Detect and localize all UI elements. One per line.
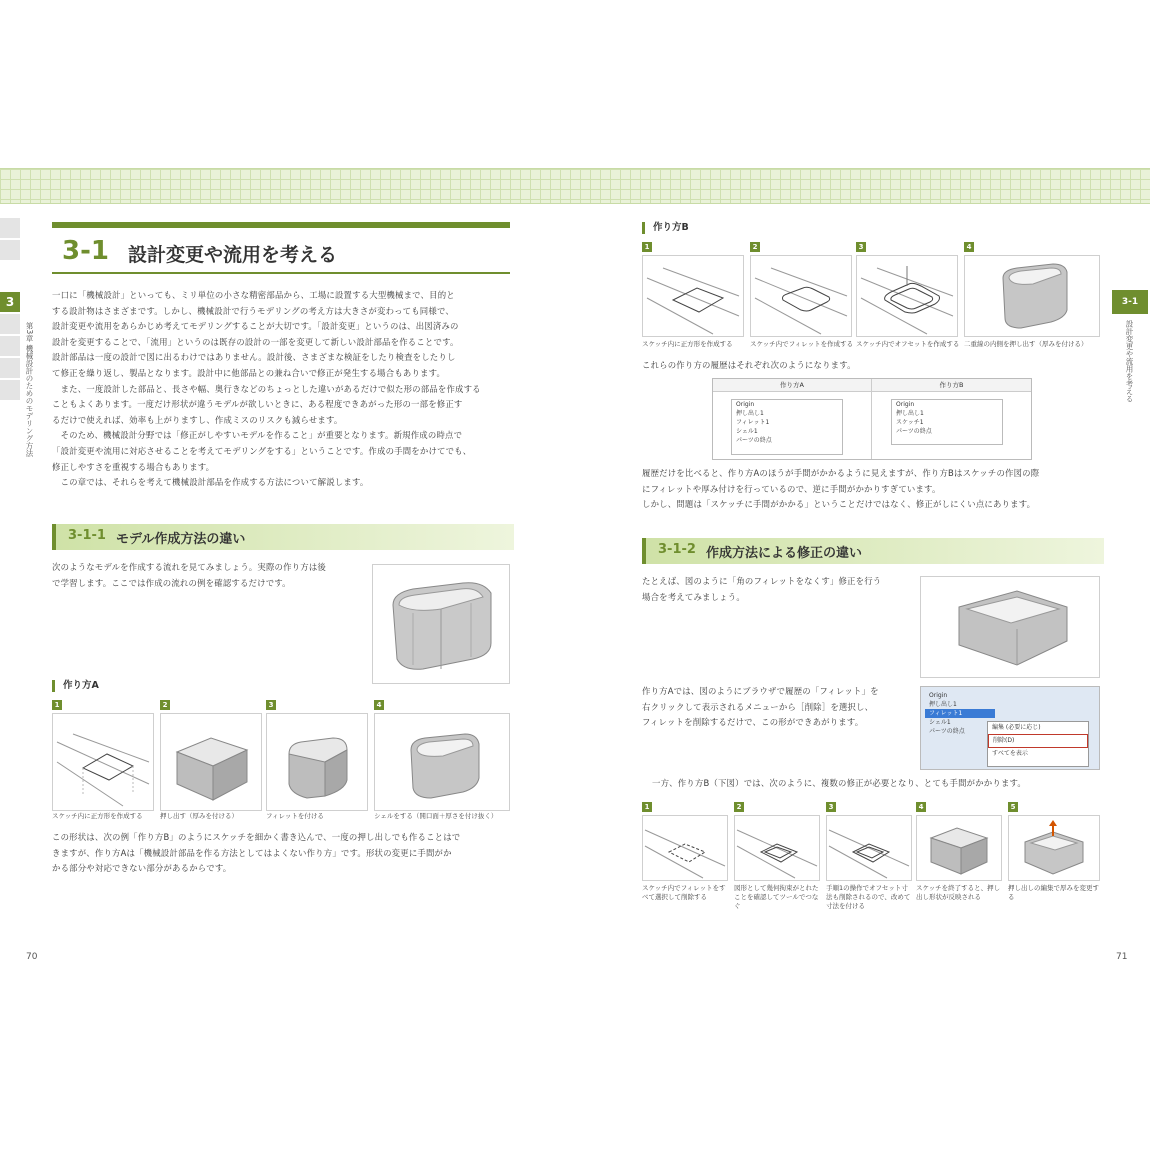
- fix-text: [642, 574, 912, 605]
- page-number-left: 70: [26, 952, 38, 962]
- compare-line: にフィレットや厚み付けを行っているので、逆に手間がかかりすぎています。: [642, 483, 941, 494]
- history-col-a: 作り方A: [713, 379, 871, 392]
- fix-line: たとえば、図のように「角のフィレットをなくす」修正を行う: [642, 576, 882, 586]
- section-top-bar: [52, 222, 510, 228]
- tree-item[interactable]: スケッチ1: [896, 419, 924, 426]
- intro-line: この章では、それらを考えて機械設計部品を作成する方法について解説します。: [52, 477, 369, 488]
- shelled-box-illustration: [965, 256, 1099, 336]
- fix-step-4-image: [916, 815, 1002, 881]
- top-grid-band: [0, 168, 1150, 204]
- fix-step-2-image: [734, 815, 820, 881]
- tree-item[interactable]: 押し出し1: [929, 701, 957, 708]
- tree-item[interactable]: Origin: [929, 692, 948, 699]
- method-a-fix-text: [642, 684, 914, 731]
- intro-line: そのため、機械設計分野では「修正がしやすいモデルを作ること」が重要となります。新規作成の時点で: [52, 430, 463, 441]
- chapter-tab-current[interactable]: 3: [0, 292, 20, 312]
- step-caption: スケッチ内でフィレットを作成する: [750, 340, 854, 348]
- sub-line: で学習します。ここでは作成の流れの例を確認するだけです。: [52, 577, 291, 588]
- step-number: 2: [734, 802, 744, 812]
- step-a4-image: [374, 713, 510, 811]
- tree-item[interactable]: フィレット1: [736, 419, 770, 426]
- history-intro: これらの作り方の履歴はそれぞれ次のようになります。: [642, 360, 856, 370]
- step-number: 1: [642, 242, 652, 252]
- intro-line: 設計部品は一度の設計で図に出るわけではありません。設計後、さまざまな検証をしたり検査をしたりし: [52, 352, 456, 363]
- section-title: 設計変更や流用を考える: [128, 244, 338, 266]
- step-number: 2: [750, 242, 760, 252]
- rounded-box-illustration: [373, 565, 509, 683]
- intro-line: する設計物はさまざまです。しかし、機械設計で行うモデリングの考え方は大きさが変わっても同様で、: [52, 305, 454, 316]
- tree-item-selected[interactable]: フィレット1: [925, 709, 995, 718]
- sub-line: 次のようなモデルを作成する流れを見てみましょう。実際の作り方は後: [52, 562, 326, 572]
- filleted-cube-illustration: [267, 714, 367, 810]
- tree-item[interactable]: Origin: [896, 401, 915, 408]
- subsection-title: 作成方法による修正の違い: [706, 546, 863, 561]
- chapter-tab-4[interactable]: [0, 314, 20, 334]
- chapter-tab-2[interactable]: [0, 240, 20, 260]
- after-line: この形状は、次の例「作り方B」のようにスケッチを細かく書き込んで、一度の押し出しでも作ることはで: [52, 832, 461, 842]
- intro-text: [52, 288, 512, 491]
- compare-line: 履歴だけを比べると、作り方Aのほうが手間がかかるように見えますが、作り方Bはスケッチの作図の際: [642, 468, 1040, 478]
- step-caption: スケッチ内に正方形を作成する: [642, 340, 733, 348]
- subsection-number: 3-1-1: [68, 528, 106, 543]
- step-caption: 二重線の内側を押し出す（厚みを付ける）: [964, 340, 1088, 348]
- step-number: 3: [856, 242, 866, 252]
- context-menu-screenshot: [920, 686, 1100, 770]
- shelled-box-illustration: [375, 714, 509, 810]
- menu-item-delete[interactable]: 削除(D): [988, 734, 1088, 748]
- tree-item[interactable]: シェル1: [929, 719, 951, 726]
- sketch-connect-illustration: [735, 816, 819, 880]
- after-line: きますが、作り方Aは「機械設計部品を作る方法としてはよくない作り方」です。形状の変更に手間がか: [52, 847, 452, 858]
- intro-line: こともよくあります。一度だけ形状が違うモデルが欲しいときに、ある程度できあがった形の一部を修正す: [52, 399, 463, 410]
- step-caption: 図形として幾何拘束がとれたことを確認してツールでつなぐ: [734, 884, 819, 910]
- intro-line: て修正を繰り返し、製品となります。設計中に他部品との兼ね合いで修正が発生する場合もあります。: [52, 367, 446, 378]
- sketch-edit-illustration: [643, 816, 727, 880]
- right-section-tab[interactable]: 3-1: [1112, 290, 1148, 314]
- step-number: 2: [160, 700, 170, 710]
- step-number: 4: [374, 700, 384, 710]
- context-menu: [987, 721, 1089, 767]
- history-col-b: 作り方B: [872, 379, 1031, 392]
- sketch-square-illustration: [643, 256, 743, 336]
- history-divider: [871, 379, 872, 459]
- step-number: 3: [826, 802, 836, 812]
- compare-line: しかし、問題は「スケッチに手間がかかる」ということだけではなく、修正がしにくい点にあります。: [642, 499, 1036, 510]
- page-number-right: 71: [1116, 952, 1128, 962]
- step-caption: スケッチ内に正方形を作成する: [52, 812, 143, 820]
- subsection-heading-1: [52, 524, 514, 550]
- compare-text: [642, 466, 1104, 513]
- extruded-block-illustration: [917, 816, 1001, 880]
- subsection-number: 3-1-2: [658, 542, 696, 557]
- step-b4-image: [964, 255, 1100, 337]
- step-a3-image: [266, 713, 368, 811]
- intro-line: 一口に「機械設計」といっても、ミリ単位の小さな精密部品から、工場に設置する大型機械まで、目的と: [52, 290, 455, 300]
- chapter-tabs: [0, 218, 22, 402]
- step-caption: シェルをする（開口面＋厚さを付け抜く）: [374, 812, 498, 820]
- sketch-square-illustration: [53, 714, 153, 810]
- step-number: 1: [52, 700, 62, 710]
- method-a-line: 右クリックして表示されるメニューから［削除］を選択し、: [642, 701, 874, 712]
- method-a-line: 作り方Aでは、図のようにブラウザで履歴の「フィレット」を: [642, 686, 879, 696]
- step-number: 1: [642, 802, 652, 812]
- menu-item-edit[interactable]: 編集 (必要に応じ): [992, 724, 1041, 731]
- step-number: 4: [916, 802, 926, 812]
- after-text: [52, 830, 512, 877]
- step-caption: スケッチ内でオフセットを作成する: [856, 340, 960, 348]
- step-number: 4: [964, 242, 974, 252]
- tree-item[interactable]: 押し出し1: [896, 410, 924, 417]
- subsection-heading-2: [642, 538, 1104, 564]
- after-line: かる部分や対応できない部分があるからです。: [52, 863, 232, 874]
- menu-item-show-all[interactable]: すべてを表示: [992, 750, 1028, 757]
- intro-line: 修正しやすさを重視する場合もあります。: [52, 461, 215, 472]
- step-number: 5: [1008, 802, 1018, 812]
- step-a1-image: [52, 713, 154, 811]
- step-b1-image: [642, 255, 744, 337]
- browser-tree: [925, 691, 995, 736]
- tree-item[interactable]: 押し出し1: [736, 410, 764, 417]
- fix-line: 場合を考えてみましょう。: [642, 591, 745, 602]
- subsection-text: [52, 560, 362, 591]
- fix-step-3-image: [826, 815, 912, 881]
- section-number: 3-1: [62, 236, 109, 266]
- feature-tree-a: [731, 399, 843, 455]
- feature-tree-b: [891, 399, 1003, 445]
- sketch-fillet-illustration: [751, 256, 851, 336]
- step-caption: 手順1の操作でオフセット寸法も削除されるので、改めて寸法を付ける: [826, 884, 911, 910]
- tree-item[interactable]: パーツの終点: [896, 428, 932, 435]
- chapter-tab-7[interactable]: [0, 380, 20, 400]
- step-number: 3: [266, 700, 276, 710]
- sketch-dimension-illustration: [827, 816, 911, 880]
- tree-item[interactable]: Origin: [736, 401, 755, 408]
- tree-item[interactable]: パーツの終点: [736, 437, 772, 444]
- step-caption: フィレットを付ける: [266, 812, 324, 820]
- intro-line: また、一度設計した部品と、長さや幅、奥行きなどのちょっとした違いがあるだけで似た形の部品を作成する: [52, 383, 481, 394]
- chapter-tab-5[interactable]: [0, 336, 20, 356]
- intro-line: るだけで使えれば、効率も上がりますし、作成ミスのリスクも減らせます。: [52, 414, 343, 425]
- sketch-offset-illustration: [857, 256, 957, 336]
- step-b2-image: [750, 255, 852, 337]
- method-b-fix-text: 一方、作り方B（下図）では、次のように、複数の修正が必要となり、とても手間がかかります。: [652, 778, 1026, 788]
- step-caption: スケッチを終了すると、押し出し形状が反映される: [916, 884, 1001, 901]
- subsection-title: モデル作成方法の違い: [116, 532, 246, 547]
- tree-item[interactable]: パーツの終点: [929, 728, 965, 735]
- step-caption: スケッチ内でフィレットをすべて選択して削除する: [642, 884, 726, 901]
- fix-step-5-image: [1008, 815, 1100, 881]
- step-caption: 押し出す（厚みを付ける）: [160, 812, 238, 820]
- extruded-cube-illustration: [161, 714, 261, 810]
- fix-step-1-image: [642, 815, 728, 881]
- no-fillet-model-image: [920, 576, 1100, 678]
- tree-item[interactable]: シェル1: [736, 428, 758, 435]
- method-b-label: 作り方B: [642, 222, 689, 234]
- step-b3-image: [856, 255, 958, 337]
- method-a-line: フィレットを削除するだけで、この形ができあがります。: [642, 717, 864, 728]
- right-side-label: 設計変更や流用を考える: [1125, 320, 1134, 403]
- intro-line: 設計を変更することで、「流用」というのは既存の設計の一部を変更して新しい設計部品を作ることです。: [52, 336, 459, 347]
- thickness-edit-illustration: [1009, 816, 1099, 880]
- square-box-illustration: [921, 577, 1099, 677]
- chapter-tab-1[interactable]: [0, 218, 20, 238]
- chapter-tab-empty: [0, 262, 20, 290]
- history-comparison: [712, 378, 1032, 460]
- intro-line: 「設計変更や流用に対応させることを考えてモデリングをする」ということです。作成の手間をかけてでも、: [52, 445, 472, 456]
- chapter-side-label: 第3章 機械設計のためのモデリング方法: [25, 322, 34, 457]
- finished-model-image: [372, 564, 510, 684]
- method-a-label: 作り方A: [52, 680, 99, 692]
- chapter-tab-6[interactable]: [0, 358, 20, 378]
- intro-line: 設計変更や流用をあらかじめ考えてモデリングすることが大切です。「設計変更」というのは、出図済みの: [52, 321, 459, 332]
- step-a2-image: [160, 713, 262, 811]
- step-caption: 押し出しの編集で厚みを変更する: [1008, 884, 1099, 901]
